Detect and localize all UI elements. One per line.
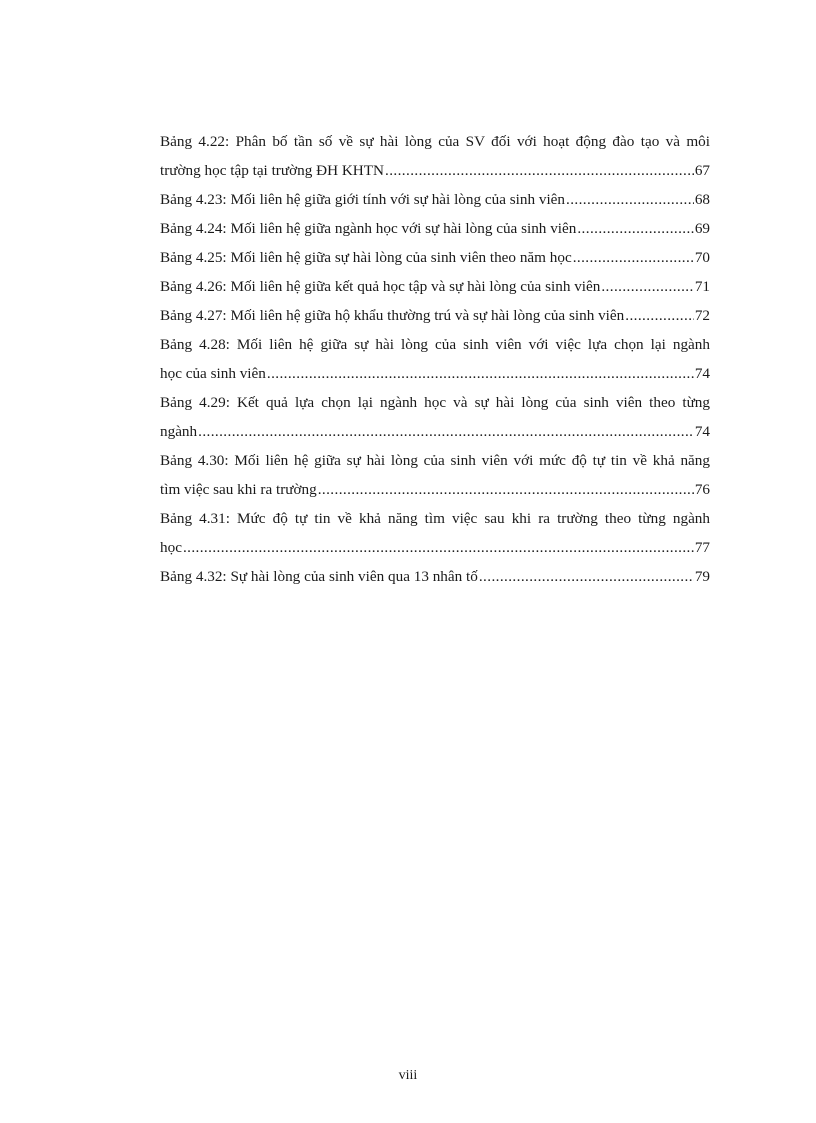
toc-entry-text: Bảng 4.29: Kết quả lựa chọn lại ngành học và sự hài lòng của sinh viên theo từng	[160, 394, 710, 411]
toc-page-number: 71	[694, 278, 710, 295]
toc-entry-leader-line	[160, 185, 710, 214]
toc-entry-text: Bảng 4.31: Mức độ tự tin về khả năng tìm việc sau khi ra trường theo từng ngành	[160, 510, 710, 527]
toc-entry[interactable]	[160, 127, 710, 185]
toc-entry-text: ngành	[160, 423, 198, 440]
toc-entry-leader-line	[160, 533, 710, 562]
dot-leader	[625, 301, 694, 330]
toc-page-number: 69	[694, 220, 710, 237]
toc-entry-leader-line	[160, 301, 710, 330]
toc-entry[interactable]	[160, 214, 710, 243]
toc-entry[interactable]	[160, 504, 710, 562]
toc-entry[interactable]	[160, 243, 710, 272]
toc-entry-text: Bảng 4.25: Mối liên hệ giữa sự hài lòng của sinh viên theo năm học	[160, 249, 572, 266]
toc-entry-text: Bảng 4.26: Mối liên hệ giữa kết quả học tập và sự hài lòng của sinh viên	[160, 278, 601, 295]
toc-entry-text: học của sinh viên	[160, 365, 266, 382]
toc-entry[interactable]	[160, 562, 710, 591]
toc-page-number: 68	[694, 191, 710, 208]
dot-leader	[573, 243, 694, 272]
toc-entry-text: Bảng 4.32: Sự hài lòng của sinh viên qua 13 nhân tố	[160, 568, 478, 585]
dot-leader	[267, 359, 694, 388]
toc-entry-leader-line	[160, 156, 710, 185]
toc-entry-leader-line	[160, 475, 710, 504]
toc-entry[interactable]	[160, 330, 710, 388]
toc-entry[interactable]	[160, 446, 710, 504]
toc-entry-text: trường học tập tại trường ĐH KHTN	[160, 162, 385, 179]
toc-page-number: 74	[694, 423, 710, 440]
toc-entry[interactable]	[160, 272, 710, 301]
toc-entry-leader-line	[160, 417, 710, 446]
toc-entry-text: Bảng 4.23: Mối liên hệ giữa giới tính với sự hài lòng của sinh viên	[160, 191, 565, 208]
toc-page-number: 77	[694, 539, 710, 556]
dot-leader	[479, 562, 694, 591]
toc-entry-leader-line	[160, 562, 710, 591]
dot-leader	[577, 214, 693, 243]
toc-entry-text: học	[160, 539, 182, 556]
dot-leader	[318, 475, 694, 504]
toc-page-number: 72	[694, 307, 710, 324]
toc-page-number: 70	[694, 249, 710, 266]
page-number: viii	[398, 1068, 418, 1083]
toc-entry-text: Bảng 4.22: Phân bố tần số về sự hài lòng của SV đối với hoạt động đào tạo và môi	[160, 133, 710, 150]
dot-leader	[198, 417, 694, 446]
toc-entry-text: Bảng 4.30: Mối liên hệ giữa sự hài lòng của sinh viên với mức độ tự tin về khả năng	[160, 452, 710, 469]
toc-entry-leader-line	[160, 214, 710, 243]
dot-leader	[385, 156, 694, 185]
dot-leader	[601, 272, 693, 301]
toc-page-number: 74	[694, 365, 710, 382]
toc-entry-leader-line	[160, 272, 710, 301]
toc-entry[interactable]	[160, 388, 710, 446]
table-of-tables	[160, 127, 710, 591]
toc-page-number: 76	[694, 481, 710, 498]
dot-leader	[183, 533, 694, 562]
toc-entry-leader-line	[160, 243, 710, 272]
toc-entry[interactable]	[160, 185, 710, 214]
toc-entry-text: tìm việc sau khi ra trường	[160, 481, 317, 498]
toc-entry-text: Bảng 4.28: Mối liên hệ giữa sự hài lòng của sinh viên với việc lựa chọn lại ngành	[160, 336, 710, 353]
toc-page-number: 79	[694, 568, 710, 585]
toc-entry[interactable]	[160, 301, 710, 330]
toc-entry-text: Bảng 4.27: Mối liên hệ giữa hộ khẩu thường trú và sự hài lòng của sinh viên	[160, 307, 625, 324]
toc-entry-leader-line	[160, 359, 710, 388]
dot-leader	[566, 185, 694, 214]
toc-page-number: 67	[694, 162, 710, 179]
toc-entry-text: Bảng 4.24: Mối liên hệ giữa ngành học với sự hài lòng của sinh viên	[160, 220, 577, 237]
